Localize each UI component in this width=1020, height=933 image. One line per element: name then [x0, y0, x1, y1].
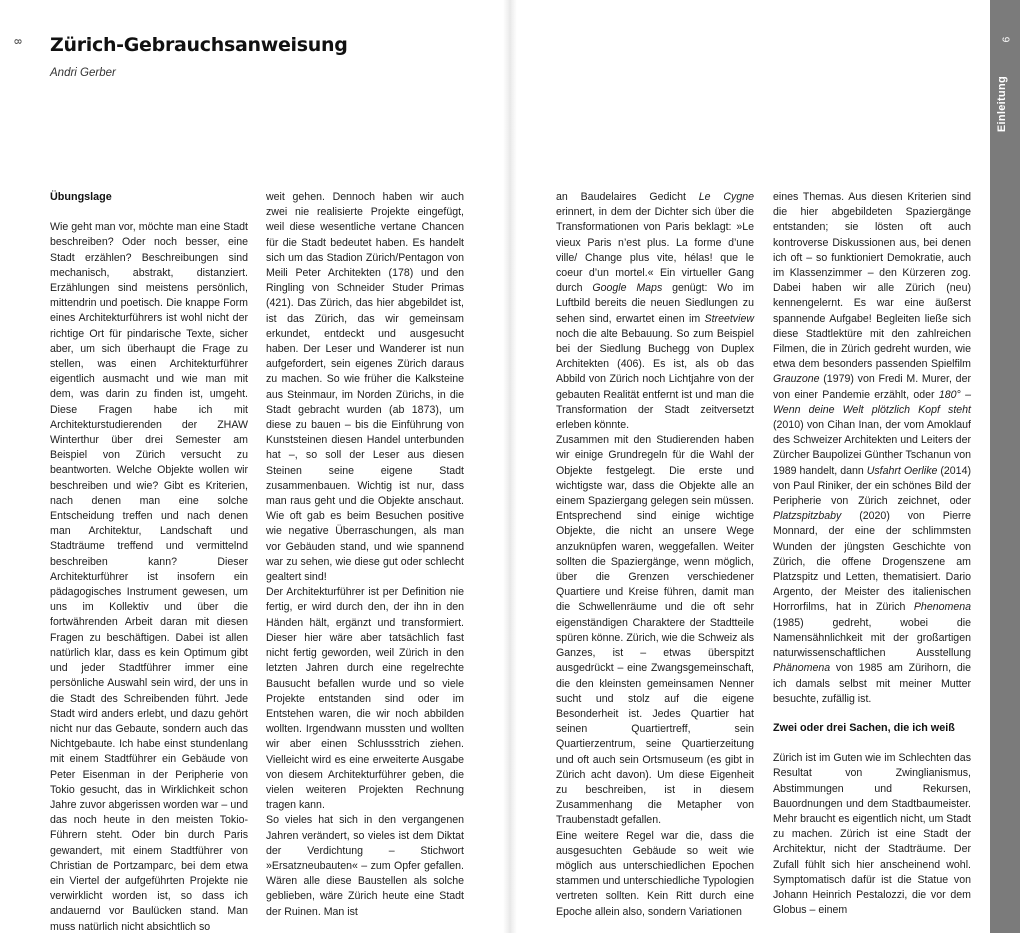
section-label: Einleitung: [996, 76, 1008, 133]
italic-title: Phenomena: [913, 601, 971, 614]
paragraph: an Baudelaires Gedicht Le Cygne erinnert, in dem der Dichter sich über die Transformationen von Paris beklagt: »Le vieux Paris n’est plus. La forme d’une ville/ Change plus vite, hélas! que le coeur d’un mortel.« Ein virtueller Gang durch Google Maps genügt: Wo im Luftbild bereits die neuen Siedlungen zu sehen sind, erwartet einen im Streetview noch die alte Bebauung. So zum Beispiel bei der Siedlung Buchegg von Duplex Architekten (406). Es ist, als ob das Abbild von Zürich noch Lichtjahre von der gebauten Realität entfernt ist und man die Transformation der Stadt zeitversetzt erleben könnte.: [556, 191, 754, 432]
paragraph: Zusammen mit den Studierenden haben wir einige Grundregeln für die Wahl der Objekte festgelegt. Die erste und wichtigste war, dass die Objekte alle an einem Spaziergang gelegen sein müssen. Entsprechend sind einige wichtige Objekte, die nicht an unsere Wege anzuknüpfen waren, weggefallen. Weiter sollten die Spaziergänge, wenn möglich, über die Grenzen verschiedener Quartiere und Kreise führen, damit man die Schwellenräume und die oft sehr eigenständigen Charaktere der Stadtteile spüren könne. Zürich, wie die Schweiz als Ganzes, ist – etwas überspitzt ausgedrückt – eine Zwangsgemeinschaft, die den kleinsten gemeinsamen Nenner sucht und stolz auf die eigene Besonderheit ist. Jedes Quartier hat seinen Quartiertreff, sein Quartierzentrum, seine Quartierzeitung und oft auch sein Ortsmuseum (es gibt in Zürich acht davon). Um diese Eigenheit zu beschreiben, ist in diesem Zusammenhang die Metapher von Traubenstadt gefallen.: [556, 434, 754, 827]
paragraph: eines Themas. Aus diesen Kriterien sind die hier abgebildeten Spaziergänge entstanden; sie lösten oft auch kontroverse Diskussionen aus, bei denen ich oft – so funktioniert Demokratie, auch im Klassenzimmer – den Kürzeren zog. Dabei haben wir alle Zürich (neu) kennengelernt. Es war eine äußerst spannende Aufgabe! Begleiten ließe sich diese Stadtlektüre mit den zahlreichen Filmen, die in Zürich gedreht wurden, wie etwa dem besonders passenden Spielfilm Grauzone (1979) von Fredi M. Murer, der von einer Pandemie erzählt, oder 180° – Wenn deine Welt plötzlich Kopf steht (2010) von Cihan Inan, der vom Amoklauf des Schweizer Architekten und Leiters der Zürcher Baupolizei Günther Tschanun von 1989 handelt, dann Usfahrt Oerlike (2014) von Paul Riniker, der ein schönes Bild der Peripherie von Zürich zeichnet, oder Platzspitzbaby (2020) von Pierre Monnard, der eine der schlimmsten Wunden der jüngsten Geschichte von Zürich, die offene Drogenszene am Platzspitz und Letten, thematisiert. Dario Argento, der Meister des italienischen Horrorfilms, hat in Zürich Phenomena (1985) gedreht, wobei die Namensähnlichkeit mit der großartigen naturwissenschaftlichen Ausstellung Phänomena von 1985 am Zürihorn, die ich damals selbst mit meiner Mutter besuchte, zufällig ist.: [773, 191, 971, 705]
paragraph: Zürich ist im Guten wie im Schlechten das Resultat von Zwinglianismus, Abstimmungen und Rekursen, Bauordnungen und dem Stadtbaumeister. Mehr braucht es eigentlich nicht, um Stadt zu machen. Zürich ist eine Stadt der Architektur, nicht der Stadträume. Der Zufall fühlt sich hier anscheinend wohl. Symptomatisch dafür ist die Statue von Johann Heinrich Pestalozzi, die vor dem Globus – einem: [773, 752, 971, 917]
text-column-4: [773, 190, 971, 918]
section-heading-zwei-oder-drei-sachen: Zwei oder drei Sachen, die ich weiß: [773, 721, 955, 734]
section-heading-uebungslage: Übungslage: [50, 191, 112, 203]
section-sidebar: [990, 0, 1020, 933]
paragraph: Eine weitere Regel war die, dass die ausgesuchten Gebäude so weit wie möglich aus unterschiedlichen Epochen stammen und unterschiedliche Typologien vertreten sollten. Kein Ritt durch eine Epoche allein also, sondern Variationen: [556, 829, 754, 918]
italic-title: Grauzone: [773, 373, 820, 386]
italic-title: Phänomena: [773, 662, 831, 675]
text-column-1: [50, 190, 248, 933]
italic-title: Usfahrt Oerlike: [866, 464, 938, 477]
italic-title: Streetview: [704, 312, 754, 325]
italic-title: Google Maps: [592, 282, 663, 295]
left-page-number: 8: [11, 38, 23, 45]
italic-title: Le Cygne: [698, 191, 754, 203]
book-gutter: [503, 0, 517, 933]
italic-title: Platzspitzbaby: [773, 510, 842, 523]
right-page-number: 9: [999, 36, 1011, 43]
text-column-3: [556, 190, 754, 920]
paragraph: So vieles hat sich in den vergangenen Jahren verändert, so vieles ist dem Diktat der Verdichtung – Stichwort »Ersatzneubauten« – zum Opfer gefallen. Wären alle diese Baustellen als solche geblieben, wäre Zürich heute eine Stadt der Ruinen. Man ist: [266, 814, 464, 918]
chapter-title: Zürich-Gebrauchsanweisung: [50, 34, 348, 56]
paragraph: Wie geht man vor, möchte man eine Stadt beschreiben? Oder noch besser, eine Stadt erzählen? Beschreibungen sind mechanisch, abstrakt, distanziert. Erzählungen sind meistens persönlich, mittendrin und poetisch. Die knappe Form eines Architekturführers ist wohl nicht der richtige Ort für pindarische Texte, sicher aber, um sich überhaupt die Frage zu stellen, was einen Architekturführer eigentlich ausmacht und wie man mit dem, was darin zu finden ist, umgeht. Diese Fragen habe ich mit Architekturstudierenden der ZHAW Winterthur über drei Semester am Beispiel von Zürich versucht zu beantworten. Welche Objekte wollen wir beschreiben und wie? Gibt es Kriterien, nach denen man eine solche Entscheidung treffen und nach denen man Architektur, Landschaft und Stadträume treffend und vermittelnd beschreiben kann? Dieser Architekturführer ist insofern ein pädagogisches Instrument gewesen, um uns im Kollektiv und über die fortwährenden Arbeit daran mit diesen Fragen zu beschäftigen. Dabei ist allen natürlich klar, dass es kein Optimum gibt und jeder Stadtführer immer eine persönliche Auswahl sein wird, der uns in die Stadt des Schreibenden führt. Jede Stadt wird anders erlebt, und dazu gehört nicht nur das Gebaute, sondern auch das Nichtgebaute. Ich habe einst stundenlang mit einem Stadtführer ein Gebäude von Peter Eisenman in der Peripherie von Tokio gesucht, das in Wirklichkeit schon Jahre zuvor abgerissen worden war – und das noch heute in den meisten Tokio-Führern steht. Oder bin durch Paris gewandert, mit einem Stadtführer von Christian de Portzamparc, bei dem etwa ein Viertel der aufgeführten Projekte nie verwirklicht worden ist, so dass ich andauernd vor Baulücken stand. Man muss natürlich nicht absichtlich so: [50, 221, 248, 933]
paragraph: Der Architekturführer ist per Definition nie fertig, er wird durch den, der ihn in den Händen hält, ergänzt und transformiert. Dieser hier wäre aber tatsächlich fast nicht fertig geworden, weil Zürich in den letzten Jahren durch eine regelrechte Bausucht befallen wurde und so viele Projekte entstanden sind oder im Entstehen waren, die wir noch abbilden wollten. Irgendwann mussten und wollten wir aber einen Schlussstrich ziehen. Vielleicht wird es eine erweiterte Ausgabe von diesem Architekturführer geben, die vielen weiteren Projekten Rechnung tragen kann.: [266, 586, 464, 812]
author-name: Andri Gerber: [50, 67, 116, 79]
paragraph: weit gehen. Dennoch haben wir auch zwei nie realisierte Projekte eingefügt, weil diese wesentliche vertane Chancen für die Stadt bedeutet haben. Es handelt sich um das Stadion Zürich/Pentagon von Meili Peter Architekten (178) und den Ringling von Schneider Studer Primas (421). Das Zürich, das hier abgebildet ist, ist das Zürich, das wir gemeinsam erkundet, entdeckt und ausgesucht haben. Der Leser und Wanderer ist nun aufgefordert, sein eigenes Zürich daraus zu machen. So wie früher die Kalksteine aus Steinmaur, im Norden Zürichs, in die Stadt gebracht wurden (ab 1873), um diese zu bauen – bis die Einführung von Kunststeinen diesen Handel unterbunden hat –, so soll der Leser aus diesen Steinen seine eigene Stadt zusammenbauen. Wichtig ist nur, dass man raus geht und die Objekte anschaut. Wie oft gab es beim Besuchen positive wie negative Überraschungen, als man vor Gebäuden stand, und wie spannend war zu sehen, wie diese gut oder schlecht gealtert sind!: [266, 191, 464, 584]
italic-title: 180° – Wenn deine Welt plötzlich Kopf steht: [773, 388, 971, 416]
text-column-2: [266, 190, 464, 920]
